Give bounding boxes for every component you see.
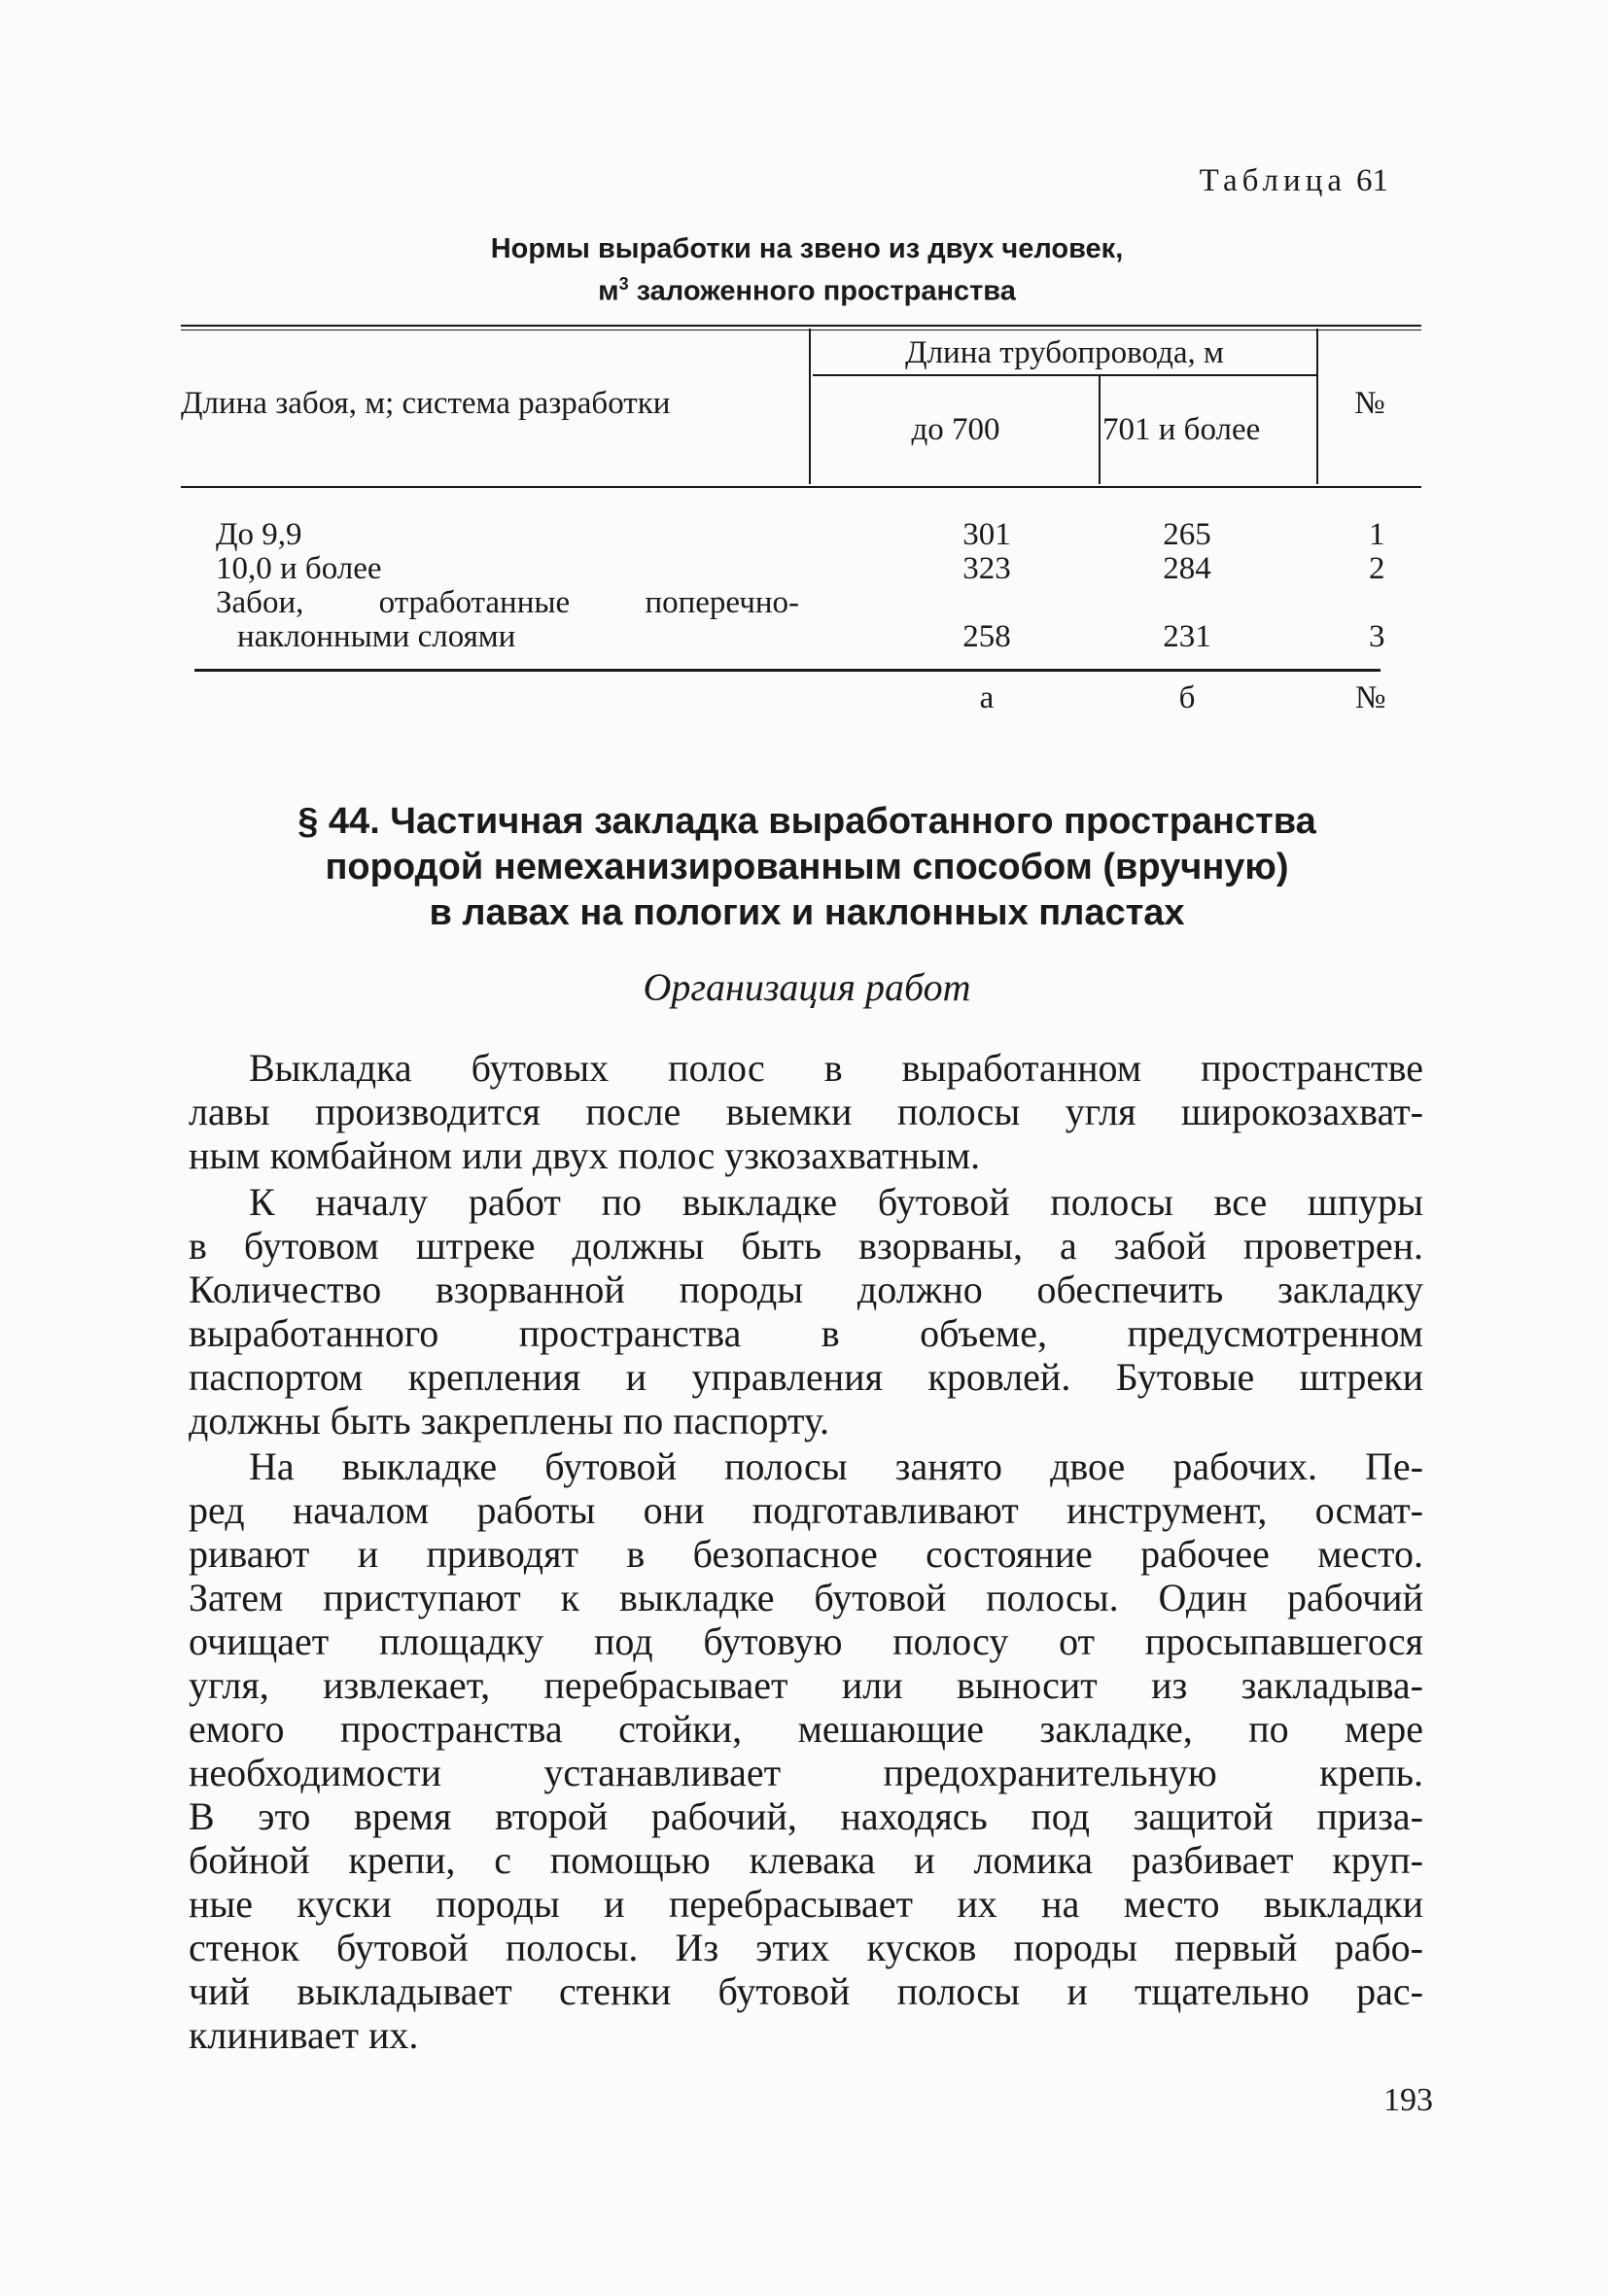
table-row-2-number: 2 — [1369, 551, 1385, 586]
paragraph-line: ривают и приводят в безопасное состояние рабочее место. — [189, 1532, 1423, 1576]
paragraph-line: Затем приступают к выкладке бутовой полосы. Один рабочий — [189, 1576, 1423, 1619]
table-row-3-col-a: 258 — [962, 619, 1011, 654]
paragraph-line: лавы производится после выемки полосы угля широкозахват- — [189, 1090, 1423, 1133]
table-header-length: Длина забоя, м; система разработки — [181, 386, 671, 421]
paragraph-line: стенок бутовой полосы. Из этих кусков породы первый рабо- — [189, 1926, 1423, 1969]
table-row-1-col-a: 301 — [962, 517, 1011, 552]
table-row-3-number: 3 — [1369, 619, 1385, 654]
section-heading — [175, 799, 1439, 936]
table-footer-col-b: б — [1178, 680, 1196, 715]
paragraph-line: чий выкладывает стенки бутовой полосы и тщательно рас- — [189, 1969, 1423, 2013]
table-title-rest: заложенного пространства — [628, 275, 1016, 307]
table-row-2-label: 10,0 и более — [216, 551, 382, 586]
paragraph-line: ные куски породы и перебрасывает их на место выкладки — [189, 1882, 1423, 1926]
paragraph-2 — [189, 1180, 1423, 1443]
paragraph-line: На выкладке бутовой полосы занято двое рабочих. Пе- — [249, 1444, 1423, 1488]
table-row-2-col-a: 323 — [962, 551, 1011, 586]
table-title — [292, 231, 1322, 309]
table-title-unit: м — [598, 275, 619, 307]
paragraph-1 — [189, 1046, 1423, 1177]
paragraph-line: бойной крепи, с помощью клевака и ломика разбивает круп- — [189, 1838, 1423, 1882]
table-header-col-b: 701 и более — [1102, 412, 1261, 447]
paragraph-3 — [189, 1444, 1423, 2057]
table-header-bottom-rule — [181, 486, 1421, 488]
table-row-1-col-b: 265 — [1163, 517, 1211, 552]
table-title-line-1: Нормы выработки на звено из двух человек, — [490, 233, 1124, 264]
table-header-number: № — [1354, 386, 1385, 421]
paragraph-line: клинивает их. — [189, 2013, 419, 2057]
table-row-1-label: До 9,9 — [216, 517, 302, 552]
paragraph-line: угля, извлекает, перебрасывает или выносит из закладыва- — [189, 1663, 1423, 1707]
table-group-rule — [813, 374, 1316, 376]
paragraph-line: должны быть закреплены по паспорту. — [189, 1399, 829, 1443]
paragraph-line: Выкладка бутовых полос в выработанном пространстве — [249, 1046, 1423, 1090]
table-row-3-col-b: 231 — [1163, 619, 1211, 654]
table-divider-left — [809, 329, 811, 484]
table-row-2-col-b: 284 — [1163, 551, 1211, 586]
paragraph-line: выработанного пространства в объеме, предусмотренном — [189, 1311, 1423, 1355]
paragraph-line: очищает площадку под бутовую полосу от просыпавшегося — [189, 1619, 1423, 1663]
table-label-word: Таблица — [1199, 163, 1346, 198]
section-heading-line-1: § 44. Частичная закладка выработанного пространства — [297, 801, 1316, 842]
table-bottom-rule — [194, 669, 1381, 672]
paragraph-line: В это время второй рабочий, находясь под защитой приза- — [189, 1794, 1423, 1838]
table-row-3-label-line-2: наклонными слоями — [237, 619, 516, 654]
page-number: 193 — [1383, 2082, 1433, 2118]
table-footer-col-a: а — [979, 680, 995, 715]
section-subheading: Организация работ — [643, 965, 971, 1009]
table-title-unit-exponent: 3 — [618, 274, 629, 294]
paragraph-line: Количество взорванной породы должно обеспечить закладку — [189, 1268, 1423, 1311]
section-heading-line-2: породой немеханизированным способом (вручную) — [325, 847, 1289, 887]
paragraph-line: ным комбайном или двух полос узкозахватным. — [189, 1133, 981, 1177]
table-row-1-number: 1 — [1369, 517, 1385, 552]
table-top-rule — [181, 325, 1421, 327]
section-heading-line-3: в лавах на пологих и наклонных пластах — [429, 892, 1185, 933]
paragraph-line: в бутовом штреке должны быть взорваны, а забой проветрен. — [189, 1224, 1423, 1268]
table-header-col-a: до 700 — [911, 412, 1000, 447]
table-row-3-label-line-1: Забои, отработанные поперечно- — [216, 585, 799, 620]
table-label — [1200, 163, 1388, 199]
paragraph-line: ред началом работы они подготавливают инструмент, осмат- — [189, 1488, 1423, 1532]
table-header-pipeline: Длина трубопровода, м — [905, 335, 1224, 370]
paragraph-line: емого пространства стойки, мешающие закладке, по мере — [189, 1707, 1423, 1751]
table-label-number: 61 — [1356, 163, 1388, 198]
paragraph-line: необходимости устанавливает предохранительную крепь. — [189, 1751, 1423, 1794]
table-divider-middle — [1099, 376, 1101, 484]
paragraph-line: К началу работ по выкладке бутовой полосы все шпуры — [249, 1180, 1423, 1224]
paragraph-line: паспортом крепления и управления кровлей. Бутовые штреки — [189, 1355, 1423, 1399]
table-footer-number: № — [1355, 680, 1386, 715]
table-title-line-2 — [292, 266, 1322, 309]
